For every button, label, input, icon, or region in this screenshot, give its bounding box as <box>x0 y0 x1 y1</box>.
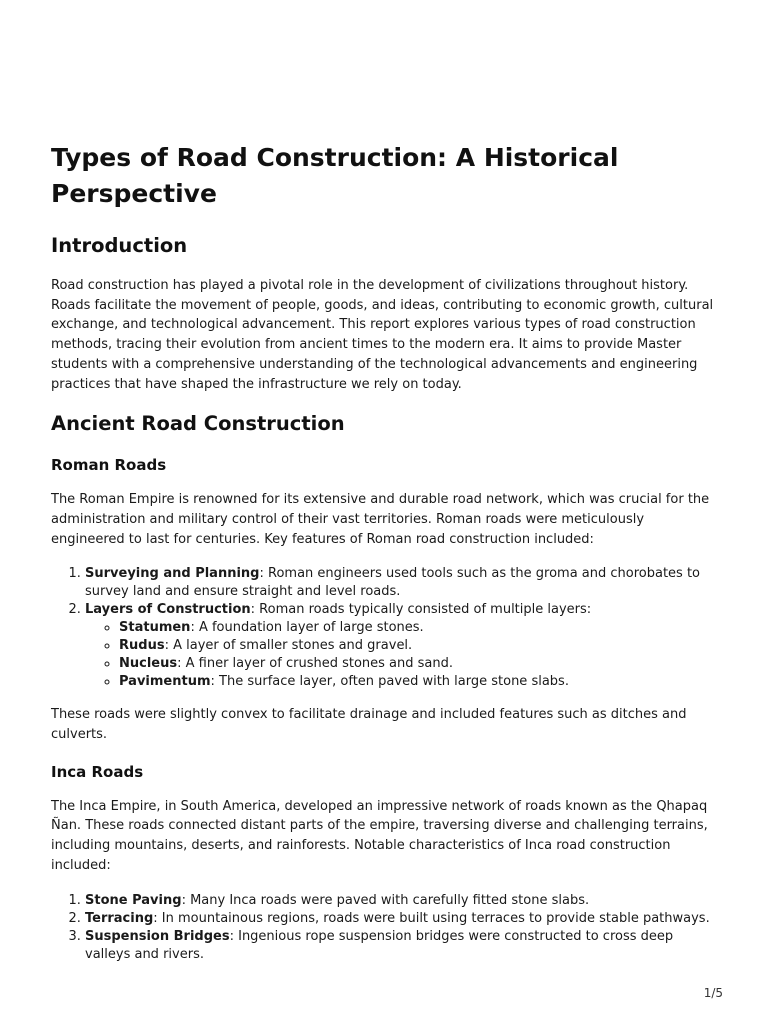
section-heading-introduction: Introduction <box>51 234 188 257</box>
introduction-paragraph: Road construction has played a pivotal role in the development of civilizations throughout history. Roads facilitate the movement of people, goods, and ideas, contributing to economic growth, cultural exchange, and technological advancement. This report explores various types of road construction methods, tracing their evolution from ancient times to the modern era. It aims to provide Master students with a comprehensive understanding of the technological advancements and engineering practices that have shaped the infrastructure we rely on today. <box>51 278 714 392</box>
roman-layers-list <box>85 619 721 691</box>
list-item-text: : A layer of smaller stones and gravel. <box>164 638 413 654</box>
roman-features-list <box>51 565 721 691</box>
list-item-text: : A foundation layer of large stones. <box>190 620 424 636</box>
list-item-term: Suspension Bridges <box>85 928 230 944</box>
inca-features-list <box>51 892 721 964</box>
page-number: 1/5 <box>703 986 723 1000</box>
subsection-heading-inca-roads: Inca Roads <box>51 762 144 781</box>
list-item-text: : Roman roads typically consisted of multiple layers: <box>250 602 592 618</box>
list-item-text: : Ingenious rope suspension bridges were constructed to cross deep valleys and rivers. <box>85 928 674 962</box>
roman-roads-intro-paragraph: The Roman Empire is renowned for its extensive and durable road network, which was crucial for the administration and military control of their vast territories. Roman roads were meticulously engineered to last for centuries. Key features of Roman road construction included: <box>51 492 710 547</box>
list-item-term: Surveying and Planning <box>85 566 260 582</box>
subsection-heading-roman-roads: Roman Roads <box>51 456 167 475</box>
list-item-term: Stone Paving <box>85 892 182 908</box>
list-item <box>85 928 721 964</box>
list-item-text: : Roman engineers used tools such as the groma and chorobates to survey land and ensure straight and level roads. <box>85 566 701 600</box>
list-item <box>119 673 721 691</box>
list-item-term: Nucleus <box>119 656 178 672</box>
document-title: Types of Road Construction: A Historical Perspective <box>51 143 619 208</box>
list-item-text: : A finer layer of crushed stones and sand. <box>177 656 454 672</box>
list-item <box>119 619 721 637</box>
list-item-term: Pavimentum <box>119 674 211 690</box>
list-item <box>85 892 721 910</box>
list-item <box>85 565 721 601</box>
list-item <box>85 910 721 928</box>
list-item-text: : In mountainous regions, roads were built using terraces to provide stable pathways. <box>153 910 710 926</box>
roman-roads-outro-paragraph: These roads were slightly convex to facilitate drainage and included features such as ditches and culverts. <box>51 707 687 743</box>
document-page <box>51 140 721 978</box>
list-item-term: Layers of Construction <box>85 602 251 618</box>
list-item-text: : Many Inca roads were paved with carefully fitted stone slabs. <box>181 892 590 908</box>
list-item-term: Terracing <box>85 910 154 926</box>
list-item <box>119 655 721 673</box>
section-heading-ancient-road-construction: Ancient Road Construction <box>51 412 345 436</box>
list-item-term: Statumen <box>119 620 191 636</box>
list-item <box>119 637 721 655</box>
list-item <box>85 601 721 691</box>
list-item-term: Rudus <box>119 638 165 654</box>
list-item-text: : The surface layer, often paved with large stone slabs. <box>210 674 569 690</box>
inca-roads-intro-paragraph: The Inca Empire, in South America, developed an impressive network of roads known as the Qhapaq Ñan. These roads connected distant parts of the empire, traversing diverse and challenging terrains, including mountains, deserts, and rainforests. Notable characteristics of Inca road construction included: <box>51 798 708 873</box>
